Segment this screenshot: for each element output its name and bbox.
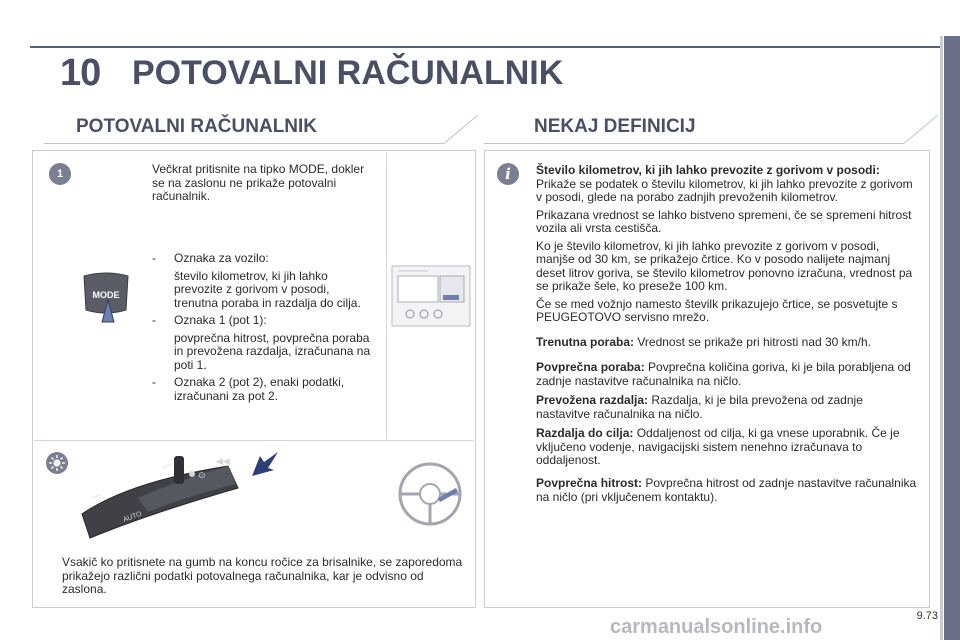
right-section-heading: NEKAJ DEFINICIJ — [534, 116, 696, 137]
range-paragraph-3: Ko je število kilometrov, ki jih lahko prevozite z gorivom v posodi, manjše od 30 km, se prikažejo črtice. Ko v posodo nalijete najmanj deset litrov goriva, se število kilometrov ponovno izračuna, vrednost pa se prikaže šele, ko preseže 100 km. — [536, 238, 913, 293]
chapter-title: POTOVALNI RAČUNALNIK — [132, 54, 564, 92]
side-edge — [944, 36, 960, 640]
definition-distance-to-destination: Razdalja do cilja: Oddaljenost od cilja, ki ga vnese uporabnik. Če je vključeno vodenje, navigacijski sistem nenehno izračunava to oddaljenost. — [536, 426, 900, 467]
stalk-auto-label: AUTO — [122, 510, 143, 524]
range-paragraph-2: Prikazana vrednost se lahko bistveno spremeni, če se spremeni hitrost vozila ali vrsta cestišča. — [536, 207, 912, 235]
list-item: - Oznaka 1 (pot 1): — [152, 313, 267, 327]
steering-wheel-illustration — [394, 458, 466, 530]
range-definition — [536, 164, 920, 333]
sun-icon — [46, 452, 68, 474]
list-item: - Oznaka za vozilo: — [152, 251, 269, 265]
definition-average-consumption: Povprečna poraba: Povprečna količina goriva, ki je bila porabljena od zadnje nastavitve računalnika na ničlo. — [536, 360, 911, 388]
chapter-number: 10 — [60, 52, 101, 94]
info-icon: i — [505, 165, 511, 183]
pointer-arrow-icon — [248, 448, 282, 480]
list-item-detail: število kilometrov, ki jih lahko prevozite z gorivom v posodi, trenutna poraba in razdalja do cilja. — [174, 268, 361, 310]
watermark: carmanualsonline.info — [610, 616, 823, 638]
list-item: - Oznaka 2 (pot 2), enaki podatki, izračunani za pot 2. — [152, 375, 345, 403]
definition-distance-travelled: Prevožena razdalja: Razdalja, ki je bila prevožena od zadnje nastavitve računalnika na ničlo. — [536, 393, 863, 421]
header-rule — [30, 46, 942, 48]
right-heading-diag — [904, 115, 938, 144]
range-title: Število kilometrov, ki jih lahko prevozite z gorivom v posodi: — [536, 163, 880, 177]
side-edge-light — [940, 36, 943, 640]
stalk-instruction-text: Vsakič ko pritisnete na gumb na koncu ročice za brisalnike, se zaporedoma prikažejo različni podatki potovalnega računalnika, kar je odvisno od zaslona. — [62, 555, 463, 596]
indicator-list — [152, 252, 372, 403]
info-badge — [497, 163, 519, 185]
left-panel-divider-v — [386, 152, 387, 440]
right-heading-rule — [484, 143, 904, 144]
list-item-detail: povprečna hitrost, povprečna poraba in prevožena razdalja, izračunana na poti 1. — [174, 330, 371, 372]
radio-display-illustration — [388, 262, 472, 330]
range-paragraph-4: Če se med vožnjo namesto številk prikazujejo črtice, se posvetujte s PEUGEOTOVO servisno mrežo. — [536, 296, 898, 324]
left-heading-diag — [444, 115, 478, 144]
light-badge — [46, 452, 68, 474]
intro-text: Večkrat pritisnite na tipko MODE, dokler se na zaslonu ne prikaže potovalni računalnik. — [152, 162, 365, 203]
left-heading-rule — [44, 143, 444, 144]
page-number: 9.73 — [916, 610, 938, 622]
svg-text:◀◀: ◀◀ — [216, 457, 230, 467]
svg-text:⊙: ⊙ — [198, 471, 206, 481]
definition-average-speed: Povprečna hitrost: Povprečna hitrost od zadnje nastavitve računalnika na ničlo (pri vključenem kontaktu). — [536, 476, 917, 504]
range-paragraph-1: Prikaže se podatek o številu kilometrov, ki jih lahko prevozite z gorivom v posodi, glede na porabo zadnjih prevoženih kilometrov. — [536, 176, 913, 204]
left-section-heading: POTOVALNI RAČUNALNIK — [76, 116, 318, 137]
left-panel-divider-h — [34, 440, 474, 441]
step-badge: 1 — [49, 163, 71, 185]
definition-current-consumption: Trenutna poraba: Vrednost se prikaže pri hitrosti nad 30 km/h. — [536, 335, 872, 349]
mode-button-illustration — [80, 270, 132, 328]
mode-button-label: MODE — [92, 290, 120, 300]
